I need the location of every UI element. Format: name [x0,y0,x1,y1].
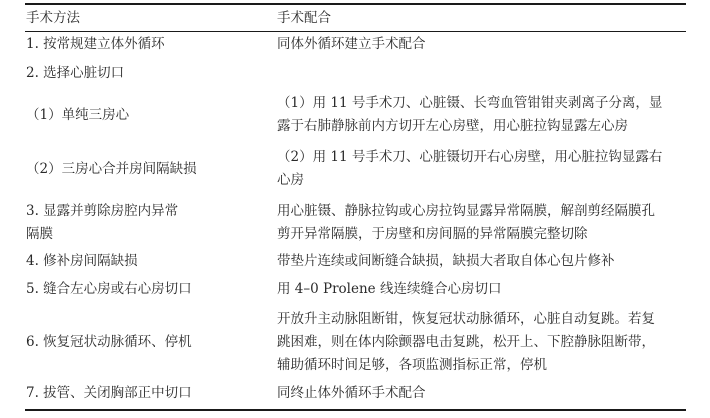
header-method: 手术方法 [26,10,80,26]
row-7-method [26,278,266,301]
row-5-method [26,200,266,246]
row-8-method [26,331,266,354]
text-line: 3. 显露并剪除房腔内异常 [26,203,179,219]
text-line: （2）三房心合并房间隔缺损 [26,161,197,177]
text-line: （2）用 11 号手术刀、心脏镊切开右心房壁，用心脏拉钩显露右 [277,149,663,165]
text-line: 6. 恢复冠状动脉循环、停机 [26,334,192,350]
row-4-coop [277,146,689,192]
text-line: 同终止体外循环手术配合 [277,385,426,401]
text-line: 心房 [277,172,304,188]
text-line: 剪开异常隔膜，于房壁和房间膈的异常隔膜完整切除 [277,226,588,242]
text-line: 带垫片连续或间断缝合缺损，缺损大者取自体心包片修补 [277,253,615,269]
text-line: （1）用 11 号手术刀、心脏镊、长弯血管钳钳夹剥离子分离，显 [277,95,663,111]
row-5-coop [277,200,689,246]
row-7-coop [277,278,689,301]
text-line: （1）单纯三房心 [26,107,130,123]
table-top-rule [25,3,686,5]
row-8-coop [277,308,689,377]
row-3-coop [277,92,689,138]
row-9-method [26,382,266,405]
text-line: 用 4–0 Prolene 线连续缝合心房切口 [277,281,502,297]
text-line: 跳困难，则在体内除颤器电击复跳，松开上、下腔静脉阻断带， [277,334,655,350]
text-line: 同体外循环建立手术配合 [277,36,426,52]
text-line: 5. 缝合左心房或右心房切口 [26,281,192,297]
row-3-method [26,104,266,127]
row-4-method [26,158,266,181]
text-line: 用心脏镊、静脉拉钩或心房拉钩显露异常隔膜，解剖剪经隔膜孔 [277,203,655,219]
row-9-coop [277,382,689,405]
header-coop: 手术配合 [277,10,331,26]
text-line: 露于右肺静脉前内方切开左心房壁，用心脏拉钩显露左心房 [277,118,628,134]
row-2-method [26,62,266,85]
text-line: 隔膜 [26,226,53,242]
text-line: 1. 按常规建立体外循环 [26,36,165,52]
text-line: 2. 选择心脏切口 [26,65,125,81]
row-1-coop [277,33,689,56]
table-header-rule [25,31,686,32]
table-bottom-rule [25,409,686,411]
row-6-coop [277,250,689,273]
text-line: 7. 拔管、关闭胸部正中切口 [26,385,192,401]
text-line: 4. 修补房间隔缺损 [26,253,138,269]
row-6-method [26,250,266,273]
text-line: 辅助循环时间足够，各项监测指标正常，停机 [277,357,547,373]
row-1-method [26,33,266,56]
text-line: 开放升主动脉阻断钳，恢复冠状动脉循环，心脏自动复跳。若复 [277,311,655,327]
